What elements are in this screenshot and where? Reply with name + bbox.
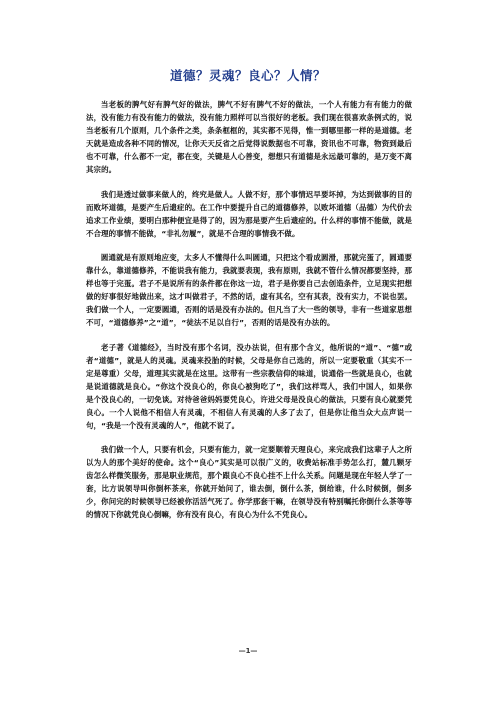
page-title: 道德？灵魂？良心？人情？ [169,68,326,83]
paragraph-2: 我们是透过做事来做人的，终究是做人。人做不好，那个事情迟早要坏掉，为达到做事的目的而败坏道德，是要产生后遗症的。在工作中要提升自己的道德修养，以败坏道德（品德）为代价去追求工作业绩，要明白那种便宜是得了的，因为那是要产生后遗症的。什么样的事情不能做，就是不合理的事情不能做，“非礼勿履”，就是不合理的事情我不做。 [86,189,412,238]
document-body [86,98,412,533]
paragraph-5: 我们做一个人，只要有机会，只要有能力，就一定要顺着天理良心，来完成我们这辈子人之所以为人的那个美好的使命。这个“良心”其实是可以很广义的，收费站标准手势怎么打，麓几颗牙齿怎么样微笑服务，那是职业规范，那个跟良心不良心挂不上什么关系。问题是现在年轻人学了一套，比方说领导叫你倒杯茶来，你就开始问了，谁去倒，倒什么茶，倒给谁，什么时候倒，倒多少，你问完的时候领导已经被你活活气死了。你学那套干嘛，在领导没有特别嘱托你倒什么茶等等的情况下你就凭良心倒嘛，你有没有良心，有良心为什么不凭良心。 [86,445,412,519]
paragraph-4: 老子著《道德经》，当时没有那个名词，没办法说，但有那个含义，他所说的“道”、“德”或者“道德”，就是人的灵魂。灵魂来投胎的时候，父母是你自己选的，所以一定要敬重（其实不一定是尊重）父母，道理其实就是在这里。这带有一些宗教信仰的味道，说通俗一些就是良心，也就是说道德就是良心。“你这个没良心的，你良心被狗吃了”，我们这样骂人，我们中国人，如果你是个没良心的，一切免谈。对待爸爸妈妈要凭良心，许进父母是没良心的做法，只要有良心就要凭良心。一个人说他不相信人有灵魂，不相信人有灵魂的人多了去了，但是你让他当众大点声说一句，“我是一个没有灵魂的人”，他就不说了。 [86,342,412,430]
paragraph-1: 当老板的脾气好有脾气好的做法，脾气不好有脾气不好的做法，一个人有能力有有能力的做法，没有能力有没有能力的做法，没有能力照样可以当很好的老板。我们现在很喜欢条例式的，说当老板有几个原则，几个条件之类，条条框框的，其实都不见得，惟一到哪里都一样的是道德。老天就是造成各种不同的情况，让你天天反省之后觉得说数据也不可靠，资讯也不可靠，物资到最后也不可靠，什么都不一定，都在变，关键是人心善变，想想只有道德是永远最可靠的，是万变不离其宗的。 [86,100,412,174]
paragraph-3: 圆通就是有原则地应变，太多人不懂得什么叫圆通，只把这个看成圆滑，那就完蛋了，圆通要靠什么，靠道德修养，不能说我有能力，我就要表现，我有原则，我就不管什么情况都要坚持，那样也等于完蛋。君子不是说所有的条件都在你这一边，君子是你要自己去创造条件，立足现实把想做的好事很好地做出来，这才叫做君子，不然的话，虚有其名，空有其表，没有实力，不说也罢。我们做一个人，一定要圆通，否则的话是没有办法的。但凡当了大一些的领导，非有一些道家思想不可，“道德修养”之“道”，“徒法不足以自行”，否则的话是没有办法的。 [86,253,412,327]
page-number: —1— [238,647,258,655]
